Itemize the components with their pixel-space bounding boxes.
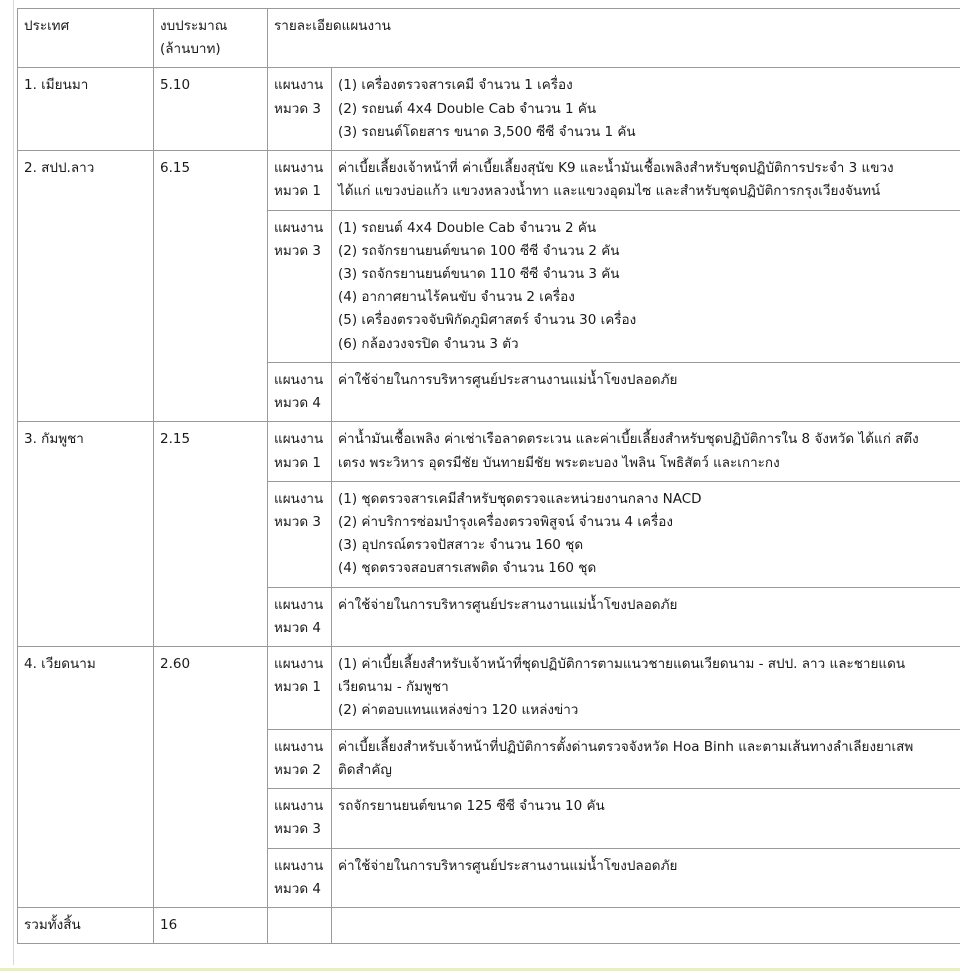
- category-label: แผนงาน: [274, 219, 324, 236]
- cell-plan-detail: [332, 68, 960, 151]
- category-label: แผนงาน: [274, 798, 324, 815]
- detail-line: ค่าใช้จ่ายในการบริหารศูนย์ประสานงานแม่น้ำโขงปลอดภัย: [338, 596, 678, 613]
- table-row: [18, 422, 960, 481]
- budget-plan-table: [17, 8, 960, 944]
- detail-line: (5) เครื่องตรวจจับพิกัดภูมิศาสตร์ จำนวน 30 เครื่อง: [338, 312, 637, 329]
- cell-country-name: [18, 151, 154, 422]
- detail-line: ค่าใช้จ่ายในการบริหารศูนย์ประสานงานแม่น้ำโขงปลอดภัย: [338, 371, 678, 388]
- total-label: รวมทั้งสิ้น: [24, 917, 81, 933]
- header-text: ประเทศ: [24, 18, 70, 34]
- budget-value: 2.60: [160, 656, 191, 673]
- cell-plan-category: [268, 789, 332, 848]
- header-text: รายละเอียดแผนงาน: [274, 18, 391, 34]
- cell-budget-amount: [154, 151, 268, 422]
- detail-line: (4) ชุดตรวจสอบสารเสพติด จำนวน 160 ชุด: [338, 560, 597, 577]
- cell-plan-detail: [332, 151, 960, 210]
- cell-budget-amount: [154, 68, 268, 151]
- category-label: แผนงาน: [274, 77, 324, 94]
- table-total-row: [18, 908, 960, 944]
- category-label: แผนงาน: [274, 596, 324, 613]
- detail-line: (2) รถจักรยานยนต์ขนาด 100 ซีซี จำนวน 2 คัน: [338, 242, 620, 259]
- budget-value: 2.15: [160, 431, 191, 448]
- detail-line: ค่าเบี้ยเลี้ยงเจ้าหน้าที่ ค่าเบี้ยเลี้ยงสุนัข K9 และน้ำมันเชื้อเพลิงสำหรับชุดปฏิบัติการประจำ 3 แขวง: [338, 160, 894, 177]
- category-label: หมวด 4: [274, 619, 322, 636]
- header-cell-country: [18, 9, 154, 68]
- cell-plan-detail: [332, 848, 960, 907]
- detail-line: (3) อุปกรณ์ตรวจปัสสาวะ จำนวน 160 ชุด: [338, 537, 584, 554]
- cell-country-name: [18, 647, 154, 908]
- detail-line: (1) เครื่องตรวจสารเคมี จำนวน 1 เครื่อง: [338, 77, 573, 94]
- budget-table-container: [17, 8, 960, 944]
- page-left-rule: [13, 0, 14, 965]
- category-label: แผนงาน: [274, 431, 324, 448]
- country-label: 3. กัมพูชา: [24, 431, 84, 448]
- cell-plan-category: [268, 362, 332, 421]
- detail-line: ได้แก่ แขวงบ่อแก้ว แขวงหลวงน้ำทา และแขวงอุดมไซ และสำหรับชุดปฏิบัติการกรุงเวียงจันทน์: [338, 183, 881, 200]
- detail-line: (2) รถยนต์ 4x4 Double Cab จำนวน 1 คัน: [338, 100, 597, 117]
- detail-line: (1) รถยนต์ 4x4 Double Cab จำนวน 2 คัน: [338, 219, 597, 236]
- header-text: (ล้านบาท): [160, 41, 221, 58]
- cell-total-category-empty: [268, 908, 332, 944]
- category-label: หมวด 4: [274, 880, 322, 897]
- table-row: [18, 68, 960, 151]
- category-label: หมวด 3: [274, 513, 322, 530]
- header-cell-detail: [268, 9, 960, 68]
- cell-total-label: [18, 908, 154, 944]
- category-label: แผนงาน: [274, 371, 324, 388]
- cell-plan-detail: [332, 481, 960, 587]
- category-label: แผนงาน: [274, 490, 324, 507]
- category-label: หมวด 1: [274, 183, 322, 200]
- cell-plan-detail: [332, 587, 960, 646]
- detail-line: ค่าน้ำมันเชื้อเพลิง ค่าเช่าเรือลาดตระเวน และค่าเบี้ยเลี้ยงสำหรับชุดปฏิบัติการใน 8 จังหวัด ได้แก่ สตึง: [338, 431, 919, 448]
- detail-line: ติดสำคัญ: [338, 761, 392, 778]
- detail-line: (1) ชุดตรวจสารเคมีสำหรับชุดตรวจและหน่วยงานกลาง NACD: [338, 490, 702, 507]
- category-label: หมวด 1: [274, 679, 322, 696]
- category-label: หมวด 2: [274, 761, 322, 778]
- category-label: แผนงาน: [274, 160, 324, 177]
- detail-line: (6) กล้องวงจรปิด จำนวน 3 ตัว: [338, 335, 519, 352]
- category-label: หมวด 3: [274, 821, 322, 838]
- cell-plan-category: [268, 422, 332, 481]
- country-label: 4. เวียดนาม: [24, 656, 96, 673]
- category-label: แผนงาน: [274, 656, 324, 673]
- cell-plan-category: [268, 729, 332, 788]
- country-label: 2. สปป.ลาว: [24, 160, 95, 177]
- detail-line: ค่าเบี้ยเลี้ยงสำหรับเจ้าหน้าที่ปฏิบัติการตั้งด่านตรวจจังหวัด Hoa Binh และตามเส้นทางลำเลียงยาเสพ: [338, 738, 914, 755]
- detail-line: (3) รถยนต์โดยสาร ขนาด 3,500 ซีซี จำนวน 1 คัน: [338, 123, 636, 140]
- cell-plan-detail: [332, 362, 960, 421]
- detail-line: ค่าใช้จ่ายในการบริหารศูนย์ประสานงานแม่น้ำโขงปลอดภัย: [338, 857, 678, 874]
- detail-line: (2) ค่าตอบแทนแหล่งข่าว 120 แหล่งข่าว: [338, 702, 579, 719]
- cell-plan-category: [268, 68, 332, 151]
- detail-line: เตรง พระวิหาร อุดรมีชัย บันทายมีชัย พระตะบอง ไพลิน โพธิสัตว์ และเกาะกง: [338, 454, 780, 471]
- detail-line: เวียดนาม - กัมพูชา: [338, 679, 449, 696]
- cell-country-name: [18, 68, 154, 151]
- cell-total-detail-empty: [332, 908, 960, 944]
- country-label: 1. เมียนมา: [24, 77, 89, 94]
- cell-plan-detail: [332, 422, 960, 481]
- header-text: งบประมาณ: [160, 18, 228, 34]
- category-label: แผนงาน: [274, 857, 324, 874]
- category-label: หมวด 4: [274, 395, 322, 412]
- cell-plan-detail: [332, 789, 960, 848]
- detail-line: (4) อากาศยานไร้คนขับ จำนวน 2 เครื่อง: [338, 289, 575, 306]
- budget-value: 6.15: [160, 160, 191, 177]
- detail-line: รถจักรยานยนต์ขนาด 125 ซีซี จำนวน 10 คัน: [338, 798, 605, 815]
- cell-plan-detail: [332, 647, 960, 730]
- detail-line: (3) รถจักรยานยนต์ขนาด 110 ซีซี จำนวน 3 คัน: [338, 265, 620, 282]
- cell-budget-amount: [154, 647, 268, 908]
- detail-line: (1) ค่าเบี้ยเลี้ยงสำหรับเจ้าหน้าที่ชุดปฏิบัติการตามแนวชายแดนเวียดนาม - สปป. ลาว และชายแดน: [338, 656, 906, 673]
- cell-plan-category: [268, 848, 332, 907]
- cell-total-value: [154, 908, 268, 944]
- budget-value: 5.10: [160, 77, 191, 94]
- category-label: หมวด 1: [274, 454, 322, 471]
- cell-plan-category: [268, 151, 332, 210]
- cell-plan-category: [268, 481, 332, 587]
- category-label: หมวด 3: [274, 100, 322, 117]
- cell-plan-category: [268, 647, 332, 730]
- table-row: [18, 647, 960, 730]
- table-row: [18, 151, 960, 210]
- category-label: หมวด 3: [274, 242, 322, 259]
- total-value: 16: [160, 917, 178, 933]
- detail-line: (2) ค่าบริการซ่อมบำรุงเครื่องตรวจพิสูจน์ จำนวน 4 เครื่อง: [338, 513, 673, 530]
- cell-plan-category: [268, 587, 332, 646]
- page-bottom-accent-rule: [0, 968, 960, 971]
- cell-plan-detail: [332, 210, 960, 362]
- cell-country-name: [18, 422, 154, 647]
- cell-budget-amount: [154, 422, 268, 647]
- cell-plan-detail: [332, 729, 960, 788]
- header-cell-budget: [154, 9, 268, 68]
- table-header-row: [18, 9, 960, 68]
- category-label: แผนงาน: [274, 738, 324, 755]
- cell-plan-category: [268, 210, 332, 362]
